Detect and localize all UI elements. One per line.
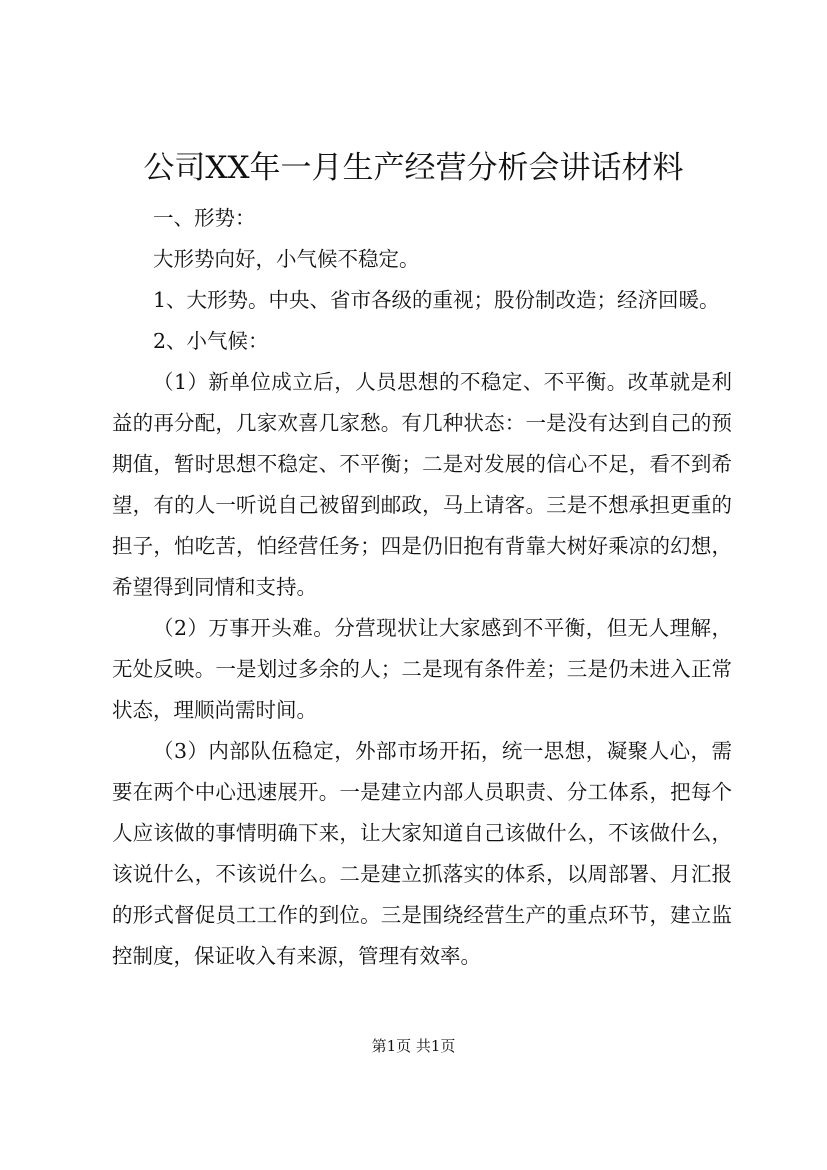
paragraph-micro-climate-heading: 2、小气候： [153, 329, 269, 353]
paragraph-macro-situation: 1、大形势。中央、省市各级的重视；股份制改造；经济回暖。 [153, 288, 720, 312]
paragraph-point-3: （3）内部队伍稳定，外部市场开拓，统一思想，凝聚人心，需要在两个中心迅速展开。一是建立内部人员职责、分工体系，把每个人应该做的事情明确下来，让大家知道自己该做什么，不该做什么，该说什么，不该说什么。二是建立抓落实的体系，以周部署、月汇报的形式督促员工工作的到位。三是围绕经营生产的重点环节，建立监控制度，保证收入有来源，管理有效率。 [112, 739, 732, 968]
paragraph-summary: 大形势向好，小气候不稳定。 [153, 247, 420, 271]
document-title: 公司XX年一月生产经营分析会讲话材料 [143, 150, 684, 186]
page-footer: 第1页 共1页 [371, 1037, 456, 1055]
document-body [112, 198, 732, 977]
paragraph-point-1: （1）新单位成立后，人员思想的不稳定、不平衡。改革就是利益的再分配，几家欢喜几家愁。有几种状态：一是没有达到自己的预期值，暂时思想不稳定、不平衡；二是对发展的信心不足，看不到希望，有的人一听说自己被留到邮政，马上请客。三是不想承担更重的担子，怕吃苦，怕经营任务；四是仍旧抱有背靠大树好乘凉的幻想，希望得到同情和支持。 [112, 370, 732, 599]
paragraph-section-heading: 一、形势： [153, 206, 256, 230]
paragraph-point-2: （2）万事开头难。分营现状让大家感到不平衡，但无人理解，无处反映。一是划过多余的人；二是现有条件差；三是仍未进入正常状态，理顺尚需时间。 [112, 616, 732, 722]
